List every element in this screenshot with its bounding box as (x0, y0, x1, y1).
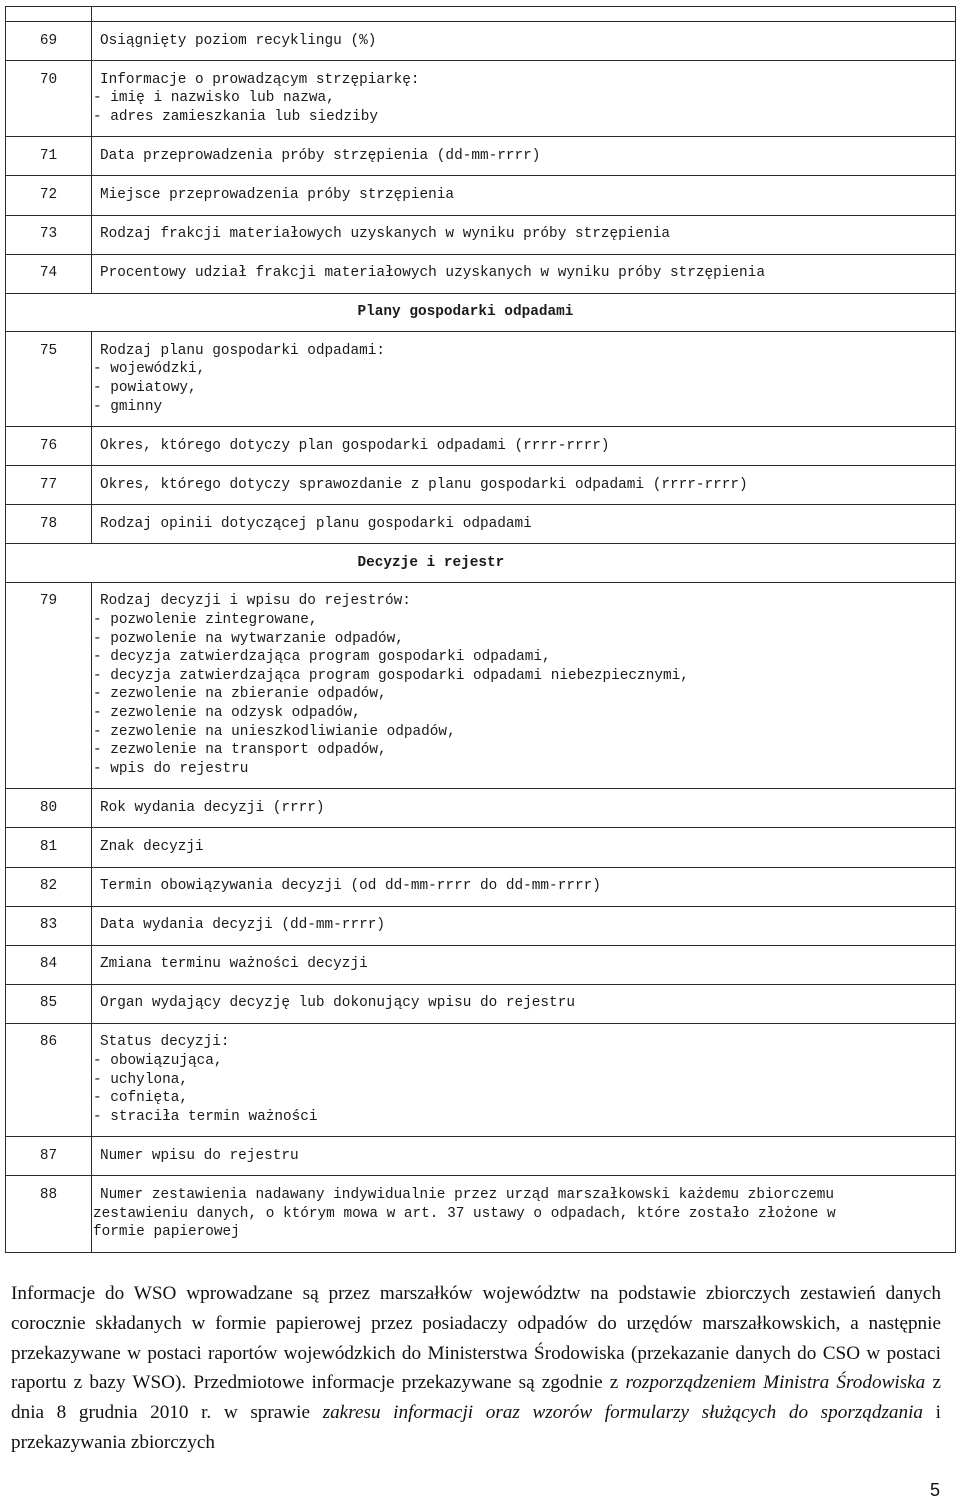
row-number: 78 (6, 505, 92, 544)
row-description (92, 906, 956, 945)
table-row (6, 61, 956, 137)
row-label: Znak decyzji (100, 838, 204, 855)
row-list-item: - wojewódzki, (93, 361, 206, 378)
row-list-item: - decyzja zatwierdzająca program gospodarki odpadami niebezpiecznymi, (93, 667, 689, 684)
row-number: 75 (6, 332, 92, 427)
row-list-item: - cofnięta, (93, 1090, 188, 1107)
row-list-item: - decyzja zatwierdzająca program gospodarki odpadami, (93, 649, 551, 666)
table-row (6, 984, 956, 1023)
table-header-cell-number (6, 7, 92, 22)
section-header: Decyzje i rejestr (92, 544, 956, 583)
row-number: 85 (6, 984, 92, 1023)
row-number: 70 (6, 61, 92, 137)
row-number: 86 (6, 1023, 92, 1136)
row-label: Miejsce przeprowadzenia próby strzępienia (100, 186, 455, 203)
table-row (6, 137, 956, 176)
table-row (6, 1176, 956, 1252)
row-number: 79 (6, 582, 92, 788)
table-row (6, 906, 956, 945)
row-list-item: - obowiązująca, (93, 1053, 223, 1069)
row-label: Osiągnięty poziom recyklingu (%) (100, 32, 377, 49)
section-header: Plany gospodarki odpadami (92, 293, 956, 332)
row-list-item: zestawieniu danych, o którym mowa w art. 37 ustawy o odpadach, które zostało złożone w (93, 1205, 836, 1222)
row-label: Rodzaj opinii dotyczącej planu gospodarki odpadami (100, 515, 532, 532)
row-description (92, 945, 956, 984)
row-description (92, 22, 956, 61)
row-label: Okres, którego dotyczy plan gospodarki odpadami (rrrr-rrrr) (100, 437, 610, 454)
row-list-item: - gminny (93, 398, 163, 415)
row-description (92, 176, 956, 215)
row-label: Status decyzji: (100, 1034, 230, 1051)
row-list-item: formie papierowej (93, 1224, 240, 1241)
paragraph-text: z dnia 8 grudnia 2010 r. w sprawie (11, 1372, 941, 1424)
row-number: 76 (6, 427, 92, 466)
table-row (6, 332, 956, 427)
row-label: Rodzaj planu gospodarki odpadami: (100, 342, 385, 359)
table-row (6, 867, 956, 906)
row-list-item: - zezwolenie na odzysk odpadów, (93, 704, 361, 721)
paragraph-text: i przekazywania zbiorczych (11, 1402, 941, 1453)
section-header-spacer (6, 293, 92, 332)
row-list-item: - uchylona, (93, 1071, 188, 1088)
table-row (6, 828, 956, 867)
row-label: Zmiana terminu ważności decyzji (100, 956, 368, 973)
row-label: Data przeprowadzenia próby strzępienia (dd-mm-rrrr) (100, 147, 541, 164)
table-row (6, 22, 956, 61)
row-label: Numer zestawienia nadawany indywidualnie przez urząd marszałkowski każdemu zbiorczemu (100, 1186, 835, 1203)
row-description (92, 61, 956, 137)
table-row (6, 1137, 956, 1176)
row-list-item: - pozwolenie na wytwarzanie odpadów, (93, 630, 404, 647)
row-list-item: - wpis do rejestru (93, 760, 249, 777)
section-header-row (6, 544, 956, 583)
row-description (92, 466, 956, 505)
table-row (6, 215, 956, 254)
row-description (92, 332, 956, 427)
row-description (92, 789, 956, 828)
row-list-item: - zezwolenie na transport odpadów, (93, 742, 387, 759)
table-row (6, 427, 956, 466)
table-row (6, 176, 956, 215)
row-description (92, 867, 956, 906)
row-list-item: - imię i nazwisko lub nazwa, (93, 90, 335, 107)
row-list-item: - straciła termin ważności (93, 1108, 318, 1125)
row-label: Procentowy udział frakcji materiałowych uzyskanych w wyniku próby strzępienia (100, 265, 765, 282)
row-number: 83 (6, 906, 92, 945)
row-label: Rodzaj decyzji i wpisu do rejestrów: (100, 593, 411, 610)
row-description (92, 254, 956, 293)
row-number: 69 (6, 22, 92, 61)
row-number: 87 (6, 1137, 92, 1176)
row-list-item: - adres zamieszkania lub siedziby (93, 108, 378, 125)
row-label: Okres, którego dotyczy sprawozdanie z planu gospodarki odpadami (rrrr-rrrr) (100, 476, 748, 493)
row-list-item: - pozwolenie zintegrowane, (93, 612, 318, 628)
table-row (6, 1023, 956, 1136)
data-fields-table (5, 6, 956, 1253)
row-description (92, 427, 956, 466)
paragraph-italic-regulation: rozporządzeniem Ministra Środowiska (625, 1372, 926, 1394)
row-number: 77 (6, 466, 92, 505)
table-row (6, 505, 956, 544)
row-label: Rodzaj frakcji materiałowych uzyskanych w wyniku próby strzępienia (100, 226, 670, 243)
table-row (6, 945, 956, 984)
table-row (6, 466, 956, 505)
row-number: 82 (6, 867, 92, 906)
table-header-cell-description (92, 7, 956, 22)
row-description (92, 137, 956, 176)
row-number: 72 (6, 176, 92, 215)
table-row (6, 789, 956, 828)
row-label: Rok wydania decyzji (rrrr) (100, 799, 325, 816)
row-label: Informacje o prowadzącym strzępiarkę: (100, 71, 420, 88)
row-description (92, 215, 956, 254)
row-label: Data wydania decyzji (dd-mm-rrrr) (100, 917, 385, 934)
row-number: 80 (6, 789, 92, 828)
row-number: 84 (6, 945, 92, 984)
body-paragraph (11, 1279, 941, 1458)
section-header-row (6, 293, 956, 332)
row-description (92, 1176, 956, 1252)
paragraph-text: Informacje do WSO wprowadzane są przez marszałków województw na podstawie zbiorczych zestawień danych corocznie składanych w formie papierowej przez posiadaczy odpadów do urzędów marszałkowskich, a następnie przekazywane w postaci raportów wojewódzkich do Ministerstwa Środowiska (przekazanie danych do CSO w postaci raportu z bazy WSO). Przedmiotowe informacje przekazywane są zgodnie z (11, 1283, 941, 1394)
page-number: 5 (929, 1480, 940, 1500)
row-label: Numer wpisu do rejestru (100, 1147, 299, 1164)
table-row (6, 254, 956, 293)
table-row (6, 582, 956, 788)
row-label: Termin obowiązywania decyzji (od dd-mm-rrrr do dd-mm-rrrr) (100, 878, 601, 895)
row-description (92, 505, 956, 544)
row-description (92, 984, 956, 1023)
paragraph-italic-scope: zakresu informacji oraz wzorów formularzy służących do sporządzania (322, 1402, 924, 1424)
row-description (92, 582, 956, 788)
row-label: Organ wydający decyzję lub dokonujący wpisu do rejestru (100, 995, 575, 1012)
row-number: 88 (6, 1176, 92, 1252)
row-number: 73 (6, 215, 92, 254)
row-list-item: - zezwolenie na unieszkodliwianie odpadów, (93, 723, 456, 740)
section-header-spacer (6, 544, 92, 583)
row-list-item: - powiatowy, (93, 379, 197, 396)
row-description (92, 828, 956, 867)
row-number: 74 (6, 254, 92, 293)
row-description (92, 1023, 956, 1136)
row-description (92, 1137, 956, 1176)
row-number: 81 (6, 828, 92, 867)
row-list-item: - zezwolenie na zbieranie odpadów, (93, 686, 387, 703)
table-header-row (6, 7, 956, 22)
row-number: 71 (6, 137, 92, 176)
